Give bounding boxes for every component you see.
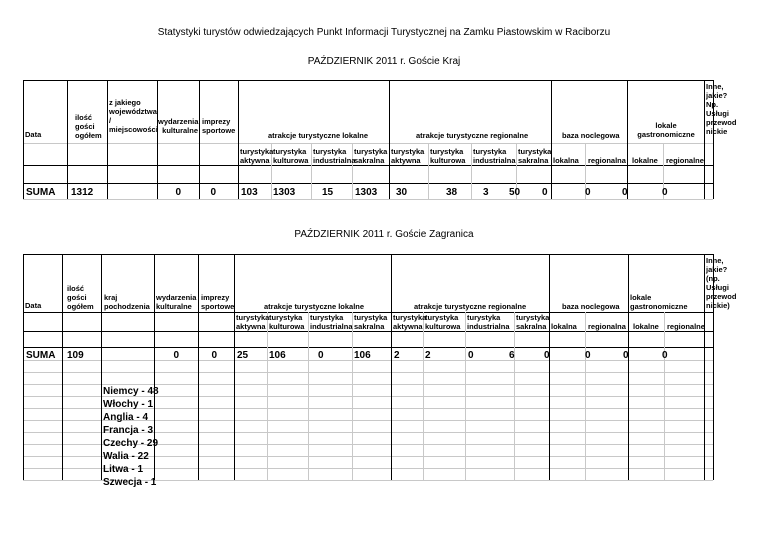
header2-gastronomy: lokale gastronomiczne <box>630 293 688 311</box>
header-local-attractions: atrakcje turystyczne lokalne <box>268 131 369 140</box>
list-item: Szwecja - 1 <box>103 477 157 488</box>
sum2-gastro-regional: 0 <box>662 350 668 361</box>
list-item: Włochy - 1 <box>103 399 154 410</box>
sub2-reg-industrial: turystyka industrialna <box>467 313 510 331</box>
document-title: Statystyki turystów odwiedzających Punkt Informacji Turystycznej na Zamku Piastowskim w Raciborzu <box>157 27 611 38</box>
header-date: Data <box>25 130 42 139</box>
sum-gastro-regional: 0 <box>662 187 668 198</box>
sum-reg-sacral: 50 <box>509 187 521 198</box>
header-regional-attractions: atrakcje turystyczne regionalne <box>416 131 529 140</box>
sub2-gastro-local: lokalne <box>633 322 659 331</box>
sum-accom-regional: 0 <box>585 187 591 198</box>
sum2-cultural: 106 <box>269 350 286 361</box>
sum2-sport-events: 0 <box>211 350 217 361</box>
section2-subtitle: PAŹDZIERNIK 2011 r. Goście Zagranica <box>294 229 474 240</box>
sum2-active: 25 <box>237 350 249 361</box>
header-accommodation: baza noclegowa <box>562 131 620 140</box>
header2-other: Inne, jakie? (np. Usługi przewod nickie) <box>706 256 737 310</box>
sum-cultural: 1303 <box>273 187 296 198</box>
list-item: Walia - 22 <box>103 451 149 462</box>
sum-reg-active: 30 <box>396 187 408 198</box>
sum2-total: 109 <box>67 350 84 361</box>
country-list <box>103 385 159 489</box>
sum2-reg-cultural: 2 <box>425 350 431 361</box>
sub-gastro-local: lokalne <box>632 156 658 165</box>
sum2-label: SUMA <box>26 350 56 361</box>
sub-accom-regional: regionalna <box>588 156 626 165</box>
header-total-guests: ilość gości ogółem <box>75 113 102 140</box>
list-item: Niemcy - 48 <box>103 386 159 397</box>
header2-local-attractions: atrakcje turystyczne lokalne <box>264 302 365 311</box>
sub2-gastro-regional: regionalne <box>667 322 705 331</box>
sum-sport-events: 0 <box>210 187 216 198</box>
section1-subtitle: PAŹDZIERNIK 2011 r. Goście Kraj <box>307 56 461 67</box>
sum2-reg-industrial: 0 <box>468 350 474 361</box>
header-gastronomy: lokale gastronomiczne <box>637 121 695 139</box>
list-item: Litwa - 1 <box>103 464 144 475</box>
sub-reg-active: turystyka aktywna <box>391 147 425 165</box>
sub2-accom-regional: regionalna <box>588 322 626 331</box>
header2-date: Data <box>25 301 42 310</box>
sub-reg-cultural: turystyka kulturowa <box>430 147 466 165</box>
sub-reg-industrial: turystyka industrialna <box>473 147 516 165</box>
header-sport-events: imprezy sportowe <box>202 117 236 135</box>
sum-industrial: 15 <box>322 187 334 198</box>
sub-cultural: turystyka kulturowa <box>273 147 309 165</box>
sum2-accom-local: 0 <box>544 350 550 361</box>
sum2-gastro-local: 0 <box>623 350 629 361</box>
sum2-sacral: 106 <box>354 350 371 361</box>
sum2-accom-regional: 0 <box>585 350 591 361</box>
sub2-cultural: turystyka kulturowa <box>269 313 305 331</box>
sum2-reg-active: 2 <box>394 350 400 361</box>
sum2-industrial: 0 <box>318 350 324 361</box>
header2-origin: kraj pochodzenia <box>104 293 150 311</box>
sub2-accom-local: lokalna <box>551 322 577 331</box>
header-cultural-events: wydarzenia kulturalne <box>158 117 199 135</box>
sub2-reg-sacral: turystyka sakralna <box>516 313 550 331</box>
sum-cultural-events: 0 <box>175 187 181 198</box>
sub-active: turystyka aktywna <box>240 147 274 165</box>
sum-total: 1312 <box>71 187 94 198</box>
sum-gastro-local: 0 <box>622 187 628 198</box>
sub-industrial: turystyka industrialna <box>313 147 356 165</box>
sum2-reg-sacral: 6 <box>509 350 515 361</box>
sub-reg-sacral: turystyka sakralna <box>518 147 552 165</box>
sum-reg-cultural: 38 <box>446 187 458 198</box>
header2-accommodation: baza noclegowa <box>562 302 620 311</box>
sub-gastro-regional: regionalne <box>666 156 704 165</box>
sub2-sacral: turystyka sakralna <box>354 313 388 331</box>
sum-label: SUMA <box>26 187 56 198</box>
sum2-cultural-events: 0 <box>173 350 179 361</box>
header2-sport-events: imprezy sportowe <box>201 293 235 311</box>
sub2-reg-cultural: turystyka kulturowa <box>425 313 461 331</box>
sum-active: 103 <box>241 187 258 198</box>
list-item: Anglia - 4 <box>103 412 149 423</box>
list-item: Czechy - 29 <box>103 438 159 449</box>
sub2-reg-active: turystyka aktywna <box>393 313 427 331</box>
header-other: Inne, jakie? Np. Usługi przewod nickie <box>706 82 737 136</box>
sum-sacral: 1303 <box>355 187 378 198</box>
sub2-industrial: turystyka industrialna <box>310 313 353 331</box>
sum-accom-local: 0 <box>542 187 548 198</box>
header2-cultural-events: wydarzenia kulturalne <box>156 293 197 311</box>
sum-reg-industrial: 3 <box>483 187 489 198</box>
sub-accom-local: lokalna <box>553 156 579 165</box>
header2-regional-attractions: atrakcje turystyczne regionalne <box>414 302 527 311</box>
list-item: Francja - 3 <box>103 425 154 436</box>
header-origin: z jakiego województwa / miejscowości <box>109 98 158 134</box>
sub2-active: turystyka aktywna <box>236 313 270 331</box>
sub-sacral: turystyka sakralna <box>354 147 388 165</box>
header2-total-guests: ilość gości ogółem <box>67 284 94 311</box>
